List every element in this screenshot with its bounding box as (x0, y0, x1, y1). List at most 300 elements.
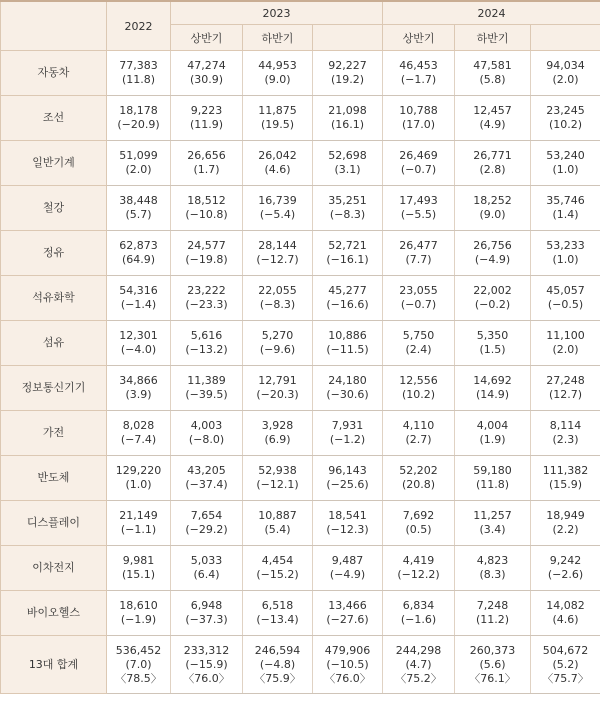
amount-value: 52,721 (328, 239, 367, 252)
total-cell (107, 636, 171, 694)
value-cell (243, 591, 313, 636)
total-cell (243, 636, 313, 694)
row-label: 바이오헬스 (1, 591, 107, 636)
total-amount: 233,312 (183, 643, 230, 657)
header-2023: 2023 (171, 1, 383, 25)
total-cell (383, 636, 455, 694)
change-rate: (30.9) (189, 73, 224, 86)
amount-value: 16,739 (258, 194, 297, 207)
amount-value: 8,114 (549, 419, 582, 432)
amount-value: 5,033 (190, 554, 223, 567)
change-rate: (−12.1) (256, 478, 299, 491)
value-cell (107, 186, 171, 231)
value-cell (243, 546, 313, 591)
amount-value: 44,953 (258, 59, 297, 72)
change-rate: (−25.6) (326, 478, 369, 491)
value-cell (383, 51, 455, 96)
change-rate: (6.4) (193, 568, 220, 581)
value-cell (313, 546, 383, 591)
total-change-rate: (−4.8) (259, 657, 296, 671)
value-cell (107, 96, 171, 141)
total-share: 〈76.0〉 (183, 671, 230, 685)
header-2023-total (313, 25, 383, 51)
value-cell (243, 501, 313, 546)
total-amount: 479,906 (324, 643, 371, 657)
value-cell (531, 501, 600, 546)
value-cell (107, 456, 171, 501)
value-cell (383, 186, 455, 231)
change-rate: (−4.0) (120, 343, 157, 356)
change-rate: (−8.3) (329, 208, 366, 221)
value-cell (171, 546, 243, 591)
value-cell (313, 231, 383, 276)
change-rate: (3.9) (125, 388, 152, 401)
change-rate: (−1.9) (120, 613, 157, 626)
value-cell (313, 141, 383, 186)
total-amount: 260,373 (469, 643, 516, 657)
table-row (1, 141, 600, 186)
change-rate: (−0.5) (547, 298, 584, 311)
amount-value: 9,242 (549, 554, 582, 567)
value-cell (107, 51, 171, 96)
change-rate: (−37.4) (185, 478, 228, 491)
amount-value: 22,002 (473, 284, 512, 297)
amount-value: 53,240 (546, 149, 585, 162)
value-cell (171, 591, 243, 636)
change-rate: (4.6) (552, 613, 579, 626)
change-rate: (−12.2) (397, 568, 440, 581)
amount-value: 7,692 (402, 509, 435, 522)
row-label: 조선 (1, 96, 107, 141)
change-rate: (−5.4) (259, 208, 296, 221)
change-rate: (−0.2) (474, 298, 511, 311)
amount-value: 43,205 (187, 464, 226, 477)
value-cell (107, 546, 171, 591)
value-cell (455, 186, 531, 231)
row-label: 정유 (1, 231, 107, 276)
change-rate: (−5.5) (400, 208, 437, 221)
change-rate: (19.5) (260, 118, 295, 131)
amount-value: 52,938 (258, 464, 297, 477)
total-change-rate: (5.6) (479, 657, 506, 671)
value-cell (243, 186, 313, 231)
change-rate: (1.9) (479, 433, 506, 446)
value-cell (243, 456, 313, 501)
value-cell (313, 276, 383, 321)
amount-value: 8,028 (122, 419, 155, 432)
amount-value: 47,274 (187, 59, 226, 72)
amount-value: 12,457 (473, 104, 512, 117)
amount-value: 23,055 (399, 284, 438, 297)
total-share: 〈75.7〉 (542, 671, 589, 685)
amount-value: 17,493 (399, 194, 438, 207)
amount-value: 26,477 (399, 239, 438, 252)
change-rate: (−4.9) (329, 568, 366, 581)
amount-value: 52,698 (328, 149, 367, 162)
value-cell (171, 366, 243, 411)
value-cell (455, 51, 531, 96)
amount-value: 26,771 (473, 149, 512, 162)
change-rate: (64.9) (121, 253, 156, 266)
amount-value: 18,610 (119, 599, 158, 612)
row-label: 이차전지 (1, 546, 107, 591)
total-change-rate: (4.7) (405, 657, 432, 671)
amount-value: 12,556 (399, 374, 438, 387)
value-cell (171, 321, 243, 366)
amount-value: 47,581 (473, 59, 512, 72)
amount-value: 23,245 (546, 104, 585, 117)
change-rate: (2.0) (125, 163, 152, 176)
amount-value: 111,382 (542, 464, 589, 477)
amount-value: 9,487 (331, 554, 364, 567)
value-cell (313, 51, 383, 96)
total-amount: 244,298 (395, 643, 442, 657)
value-cell (531, 276, 600, 321)
value-cell (313, 501, 383, 546)
amount-value: 5,350 (476, 329, 509, 342)
amount-value: 4,003 (190, 419, 223, 432)
amount-value: 4,004 (476, 419, 509, 432)
value-cell (455, 141, 531, 186)
amount-value: 21,149 (119, 509, 158, 522)
value-cell (531, 96, 600, 141)
change-rate: (−7.4) (120, 433, 157, 446)
change-rate: (−16.6) (326, 298, 369, 311)
change-rate: (3.4) (479, 523, 506, 536)
value-cell (383, 276, 455, 321)
value-cell (531, 141, 600, 186)
total-row (1, 636, 600, 694)
value-cell (171, 276, 243, 321)
table-row (1, 366, 600, 411)
change-rate: (15.1) (121, 568, 156, 581)
change-rate: (2.7) (405, 433, 432, 446)
value-cell (455, 231, 531, 276)
value-cell (313, 186, 383, 231)
amount-value: 14,692 (473, 374, 512, 387)
amount-value: 3,928 (261, 419, 294, 432)
change-rate: (−1.6) (400, 613, 437, 626)
value-cell (383, 366, 455, 411)
value-cell (531, 231, 600, 276)
table-row (1, 321, 600, 366)
amount-value: 45,277 (328, 284, 367, 297)
value-cell (243, 141, 313, 186)
change-rate: (10.2) (549, 118, 583, 131)
value-cell (313, 411, 383, 456)
table-body (1, 51, 600, 694)
amount-value: 27,248 (546, 374, 585, 387)
value-cell (107, 501, 171, 546)
change-rate: (−15.2) (256, 568, 299, 581)
amount-value: 77,383 (119, 59, 158, 72)
amount-value: 26,042 (258, 149, 297, 162)
amount-value: 10,788 (399, 104, 438, 117)
total-amount: 246,594 (254, 643, 301, 657)
change-rate: (9.0) (479, 208, 506, 221)
value-cell (531, 591, 600, 636)
amount-value: 22,055 (258, 284, 297, 297)
change-rate: (4.9) (479, 118, 506, 131)
change-rate: (7.7) (405, 253, 432, 266)
amount-value: 18,252 (473, 194, 512, 207)
change-rate: (11.8) (121, 73, 156, 86)
header-2023-h1: 상반기 (171, 25, 243, 51)
value-cell (455, 321, 531, 366)
change-rate: (−1.2) (329, 433, 366, 446)
change-rate: (−12.3) (326, 523, 369, 536)
value-cell (383, 591, 455, 636)
value-cell (107, 366, 171, 411)
amount-value: 12,301 (119, 329, 158, 342)
value-cell (531, 51, 600, 96)
change-rate: (−8.3) (259, 298, 296, 311)
change-rate: (−2.6) (547, 568, 584, 581)
amount-value: 6,834 (402, 599, 435, 612)
change-rate: (1.4) (552, 208, 579, 221)
value-cell (383, 96, 455, 141)
total-change-rate: (−15.9) (185, 657, 228, 671)
change-rate: (1.0) (125, 478, 152, 491)
change-rate: (1.0) (552, 163, 579, 176)
amount-value: 11,875 (258, 104, 297, 117)
header-2024: 2024 (383, 1, 600, 25)
table-row (1, 411, 600, 456)
total-cell (455, 636, 531, 694)
value-cell (313, 456, 383, 501)
change-rate: (−37.3) (185, 613, 228, 626)
amount-value: 24,180 (328, 374, 367, 387)
change-rate: (0.5) (405, 523, 432, 536)
change-rate: (−0.7) (400, 163, 437, 176)
amount-value: 52,202 (399, 464, 438, 477)
value-cell (171, 456, 243, 501)
value-cell (383, 321, 455, 366)
change-rate: (−1.1) (120, 523, 157, 536)
value-cell (455, 366, 531, 411)
total-label: 13대 합계 (1, 636, 107, 694)
change-rate: (12.7) (549, 388, 583, 401)
table-row (1, 51, 600, 96)
amount-value: 23,222 (187, 284, 226, 297)
amount-value: 35,746 (546, 194, 585, 207)
total-amount: 536,452 (115, 643, 162, 657)
value-cell (531, 456, 600, 501)
value-cell (455, 546, 531, 591)
total-share: 〈75.2〉 (395, 671, 442, 685)
table-row (1, 231, 600, 276)
value-cell (171, 96, 243, 141)
value-cell (107, 141, 171, 186)
value-cell (383, 411, 455, 456)
amount-value: 9,981 (122, 554, 155, 567)
change-rate: (8.3) (479, 568, 506, 581)
amount-value: 129,220 (115, 464, 162, 477)
total-share: 〈76.1〉 (469, 671, 516, 685)
amount-value: 26,756 (473, 239, 512, 252)
change-rate: (−23.3) (185, 298, 228, 311)
change-rate: (20.8) (401, 478, 436, 491)
amount-value: 24,577 (187, 239, 226, 252)
total-cell (313, 636, 383, 694)
value-cell (531, 366, 600, 411)
amount-value: 4,823 (476, 554, 509, 567)
value-cell (455, 591, 531, 636)
row-label: 가전 (1, 411, 107, 456)
amount-value: 34,866 (119, 374, 158, 387)
value-cell (383, 141, 455, 186)
row-label: 일반기계 (1, 141, 107, 186)
value-cell (107, 591, 171, 636)
amount-value: 11,100 (546, 329, 585, 342)
amount-value: 7,654 (190, 509, 223, 522)
change-rate: (2.8) (479, 163, 506, 176)
amount-value: 6,518 (261, 599, 294, 612)
amount-value: 46,453 (399, 59, 438, 72)
value-cell (531, 321, 600, 366)
change-rate: (9.0) (264, 73, 291, 86)
change-rate: (11.9) (189, 118, 224, 131)
table-row (1, 276, 600, 321)
value-cell (171, 51, 243, 96)
total-change-rate: (5.2) (552, 657, 579, 671)
change-rate: (−0.7) (400, 298, 437, 311)
change-rate: (−20.9) (117, 118, 160, 131)
amount-value: 59,180 (473, 464, 512, 477)
value-cell (107, 276, 171, 321)
change-rate: (5.8) (479, 73, 506, 86)
value-cell (383, 546, 455, 591)
change-rate: (10.2) (401, 388, 436, 401)
amount-value: 4,110 (402, 419, 435, 432)
total-share: 〈76.0〉 (324, 671, 371, 685)
change-rate: (−1.7) (400, 73, 437, 86)
total-change-rate: (−10.5) (326, 657, 369, 671)
total-cell (171, 636, 243, 694)
change-rate: (−19.8) (185, 253, 228, 266)
amount-value: 10,886 (328, 329, 367, 342)
change-rate: (14.9) (475, 388, 510, 401)
amount-value: 12,791 (258, 374, 297, 387)
change-rate: (−16.1) (326, 253, 369, 266)
value-cell (455, 96, 531, 141)
change-rate: (−30.6) (326, 388, 369, 401)
change-rate: (3.1) (334, 163, 361, 176)
amount-value: 5,270 (261, 329, 294, 342)
row-label: 디스플레이 (1, 501, 107, 546)
total-share: 〈75.9〉 (254, 671, 301, 685)
amount-value: 28,144 (258, 239, 297, 252)
value-cell (171, 141, 243, 186)
value-cell (107, 321, 171, 366)
value-cell (313, 366, 383, 411)
header-2024-total (531, 25, 600, 51)
change-rate: (5.4) (264, 523, 291, 536)
amount-value: 38,448 (119, 194, 158, 207)
change-rate: (−1.4) (120, 298, 157, 311)
row-label: 석유화학 (1, 276, 107, 321)
change-rate: (−39.5) (185, 388, 228, 401)
amount-value: 54,316 (119, 284, 158, 297)
row-label: 정보통신기기 (1, 366, 107, 411)
table-row (1, 96, 600, 141)
row-label: 자동차 (1, 51, 107, 96)
value-cell (313, 591, 383, 636)
header-2022: 2022 (107, 1, 171, 51)
header-2024-h2: 하반기 (455, 25, 531, 51)
amount-value: 92,227 (328, 59, 367, 72)
header-2024-h1: 상반기 (383, 25, 455, 51)
value-cell (107, 231, 171, 276)
total-amount: 504,672 (542, 643, 589, 657)
table-row (1, 546, 600, 591)
total-share: 〈78.5〉 (115, 671, 162, 685)
change-rate: (17.0) (401, 118, 436, 131)
value-cell (243, 411, 313, 456)
amount-value: 4,419 (402, 554, 435, 567)
amount-value: 9,223 (190, 104, 223, 117)
amount-value: 11,257 (473, 509, 512, 522)
change-rate: (−27.6) (326, 613, 369, 626)
change-rate: (−4.9) (474, 253, 511, 266)
value-cell (171, 186, 243, 231)
amount-value: 51,099 (119, 149, 158, 162)
value-cell (313, 96, 383, 141)
change-rate: (11.2) (475, 613, 510, 626)
amount-value: 26,656 (187, 149, 226, 162)
change-rate: (15.9) (549, 478, 583, 491)
amount-value: 4,454 (261, 554, 294, 567)
change-rate: (16.1) (330, 118, 365, 131)
value-cell (313, 321, 383, 366)
change-rate: (2.0) (552, 73, 579, 86)
change-rate: (6.9) (264, 433, 291, 446)
value-cell (243, 96, 313, 141)
amount-value: 14,082 (546, 599, 585, 612)
amount-value: 6,948 (190, 599, 223, 612)
amount-value: 94,034 (546, 59, 585, 72)
amount-value: 53,233 (546, 239, 585, 252)
amount-value: 96,143 (328, 464, 367, 477)
amount-value: 13,466 (328, 599, 367, 612)
total-cell (531, 636, 600, 694)
value-cell (531, 186, 600, 231)
change-rate: (2.4) (405, 343, 432, 356)
change-rate: (−11.5) (326, 343, 369, 356)
value-cell (383, 231, 455, 276)
amount-value: 45,057 (546, 284, 585, 297)
value-cell (455, 456, 531, 501)
total-change-rate: (7.0) (125, 657, 152, 671)
change-rate: (−10.8) (185, 208, 228, 221)
amount-value: 62,873 (119, 239, 158, 252)
value-cell (455, 411, 531, 456)
row-label: 섬유 (1, 321, 107, 366)
change-rate: (1.5) (479, 343, 506, 356)
change-rate: (−9.6) (259, 343, 296, 356)
change-rate: (19.2) (330, 73, 365, 86)
table-row (1, 501, 600, 546)
corner-cell (1, 1, 107, 51)
amount-value: 35,251 (328, 194, 367, 207)
change-rate: (5.7) (125, 208, 152, 221)
amount-value: 18,512 (187, 194, 226, 207)
value-cell (243, 276, 313, 321)
change-rate: (1.7) (193, 163, 220, 176)
change-rate: (11.8) (475, 478, 510, 491)
change-rate: (−12.7) (256, 253, 299, 266)
value-cell (243, 321, 313, 366)
